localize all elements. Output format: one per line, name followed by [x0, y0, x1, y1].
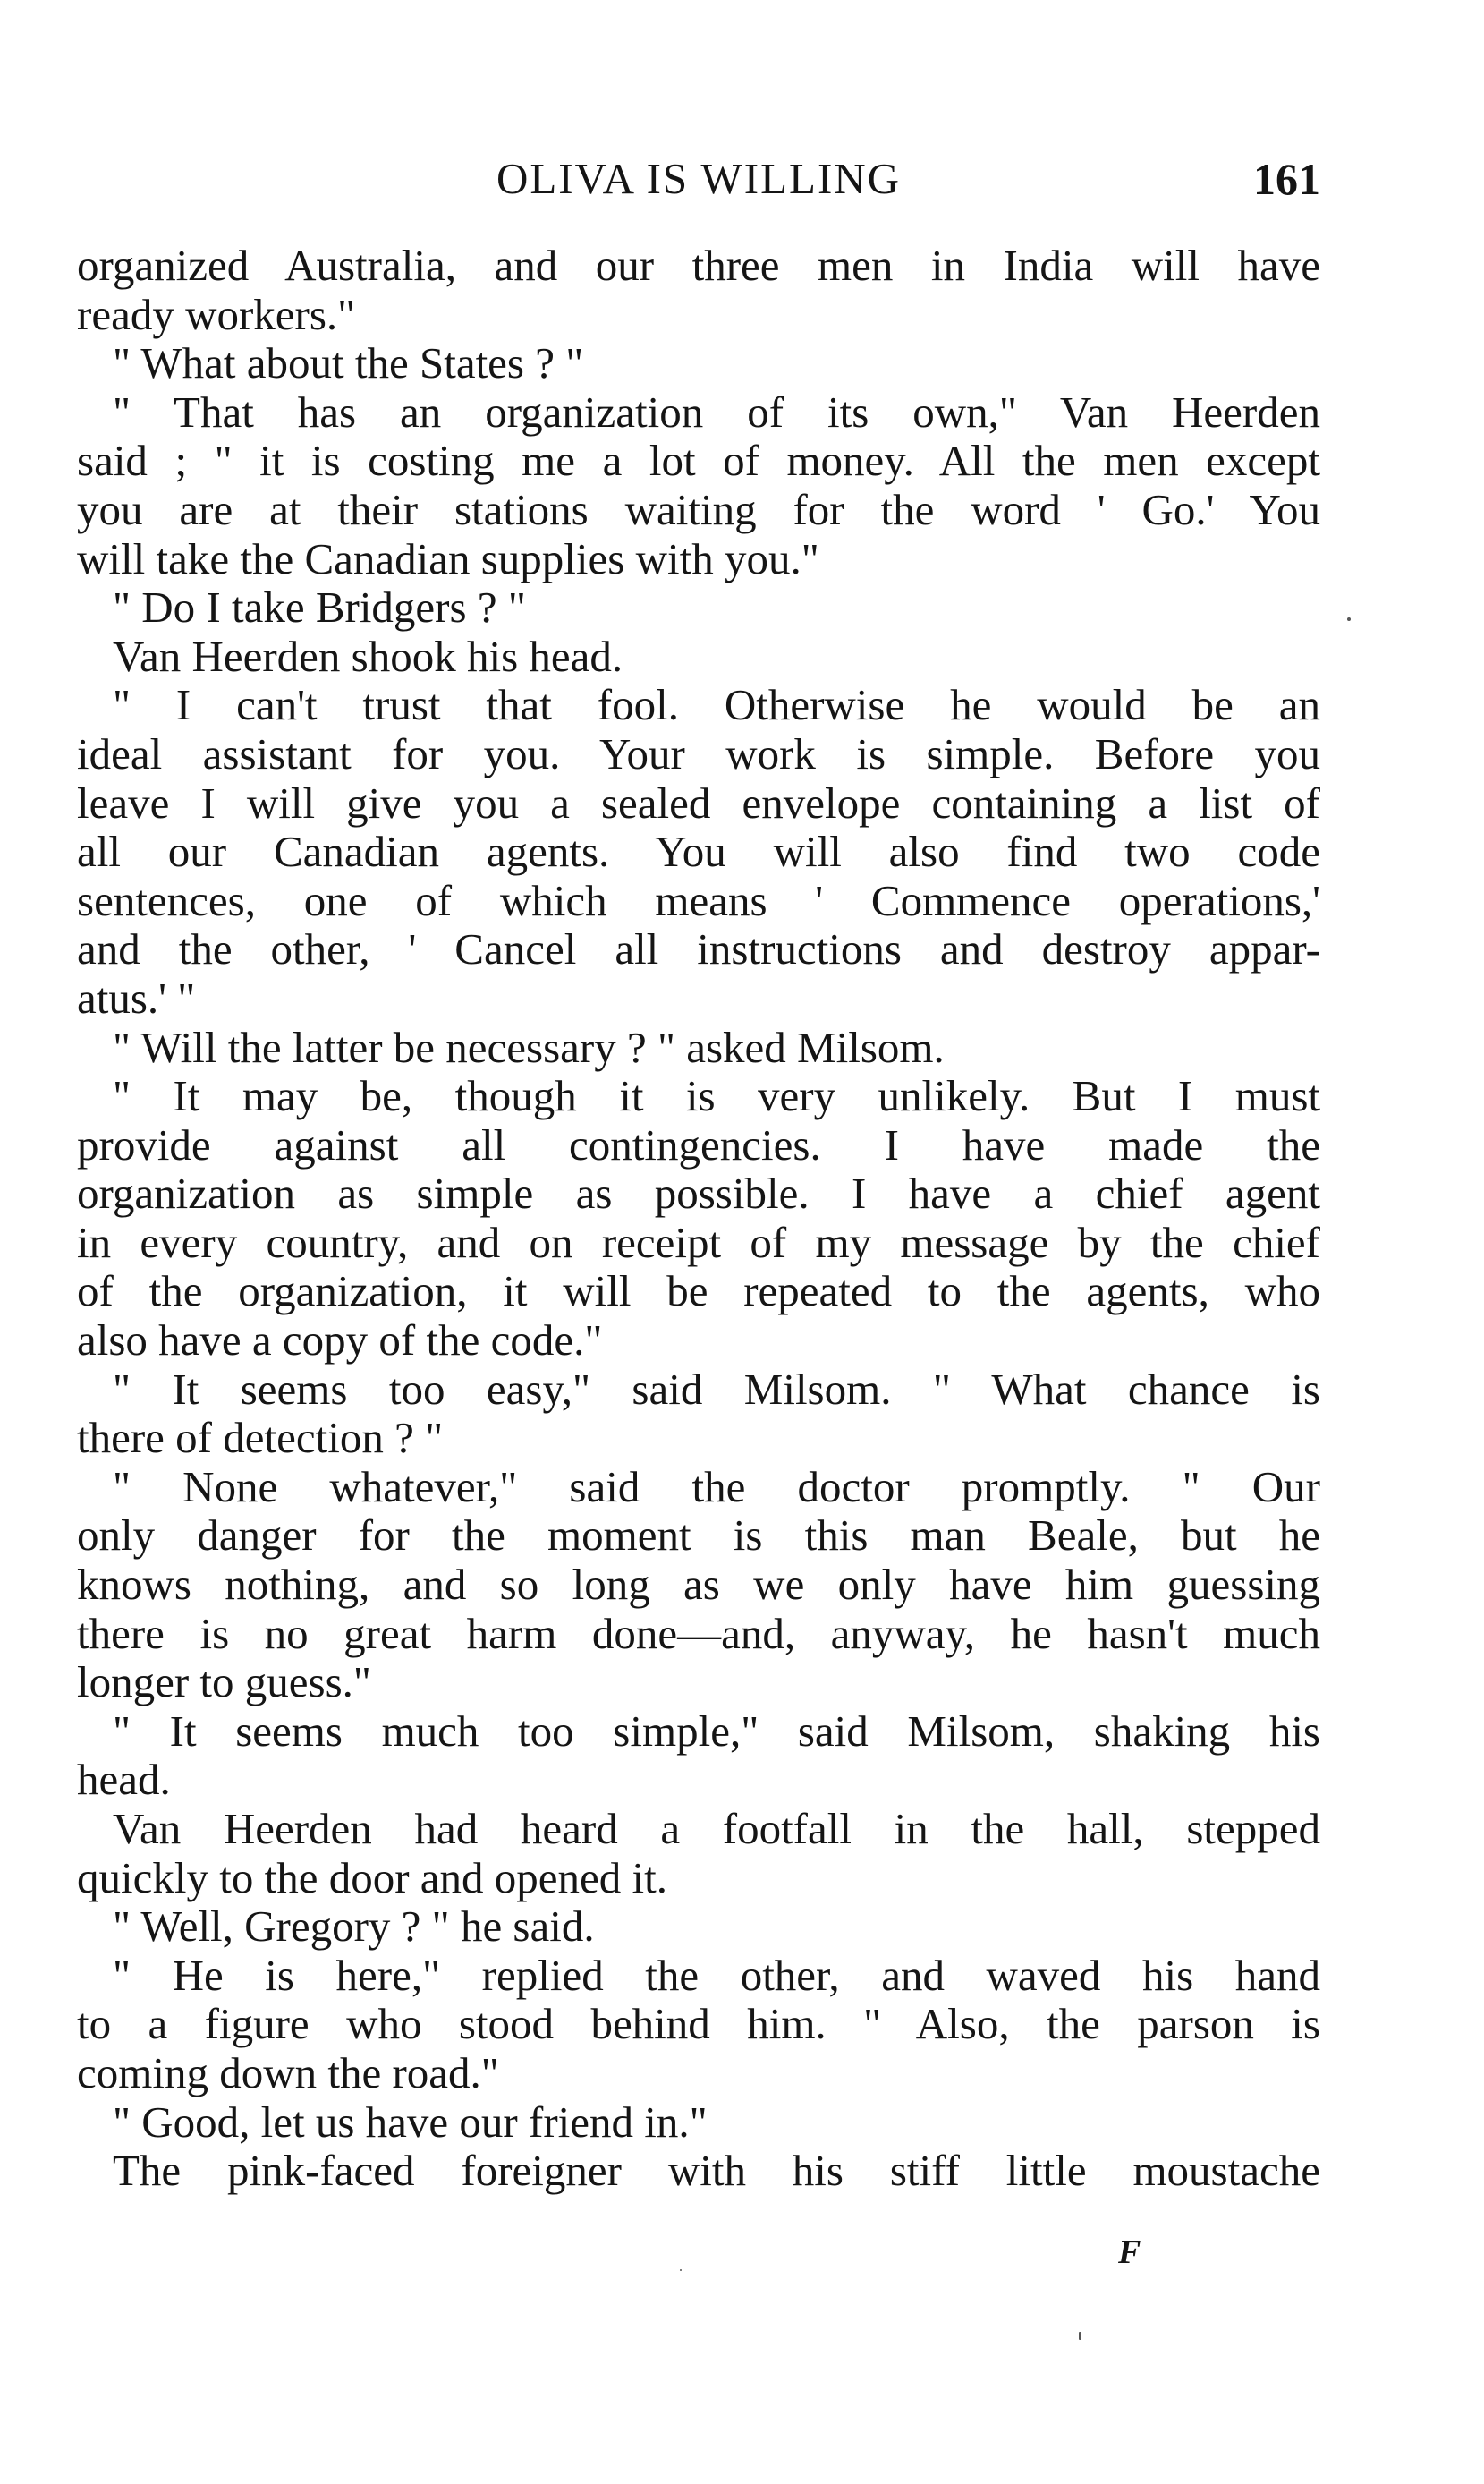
text-line: " It seems too easy," said Milsom. " What chance is: [113, 1365, 1320, 1414]
text-line: to a figure who stood behind him. " Also, the parson is: [77, 2000, 1320, 2049]
text-line: Van Heerden shook his head.: [113, 632, 623, 681]
text-line: knows nothing, and so long as we only have him guessing: [77, 1561, 1320, 1610]
text-line: you are at their stations waiting for the word ' Go.' You: [77, 485, 1320, 534]
text-line: organized Australia, and our three men in India will have: [77, 242, 1320, 290]
text-line: " Will the latter be necessary ? " asked Milsom.: [113, 1023, 945, 1072]
text-line: longer to guess.": [77, 1658, 371, 1707]
text-line: and the other, ' Cancel all instructions and destroy appar-: [77, 925, 1320, 974]
signature-mark: F: [1118, 2233, 1141, 2271]
text-line: only danger for the moment is this man Beale, but he: [77, 1511, 1320, 1561]
body-text: [77, 242, 1320, 2196]
text-line: sentences, one of which means ' Commence operations,': [77, 876, 1320, 925]
running-head: OLIVA IS WILLING: [496, 154, 902, 203]
text-line: " He is here," replied the other, and waved his hand: [113, 1951, 1320, 2000]
text-line: head.: [77, 1756, 171, 1805]
text-line: there is no great harm done—and, anyway, he hasn't much: [77, 1609, 1320, 1658]
text-line: " I can't trust that fool. Otherwise he would be an: [113, 681, 1320, 730]
text-line: " Do I take Bridgers ? ": [113, 583, 526, 633]
text-line: there of detection ? ": [77, 1414, 444, 1463]
text-line: leave I will give you a sealed envelope containing a list of: [77, 778, 1320, 828]
text-line: " It seems much too simple," said Milsom, shaking his: [113, 1706, 1320, 1756]
text-line: " Well, Gregory ? " he said.: [113, 1902, 595, 1952]
text-line: ideal assistant for you. Your work is simple. Before you: [77, 729, 1320, 778]
text-line: organization as simple as possible. I have a chief agent: [77, 1170, 1320, 1219]
text-line: " Good, let us have our friend in.": [113, 2097, 708, 2147]
text-line: said ; " it is costing me a lot of money. All the men except: [77, 437, 1320, 486]
page-header: [77, 152, 1320, 206]
page-number: 161: [1253, 154, 1320, 204]
text-line: atus.' ": [77, 974, 196, 1023]
text-line: ready workers.": [77, 290, 356, 339]
text-line: " It may be, though it is very unlikely. But I must: [113, 1072, 1320, 1121]
print-speck: [1079, 2332, 1081, 2340]
text-line: Van Heerden had heard a footfall in the hall, stepped: [113, 1805, 1320, 1853]
text-line: of the organization, it will be repeated to the agents, who: [77, 1267, 1320, 1316]
text-line: quickly to the door and opened it.: [77, 1853, 667, 1902]
text-line: coming down the road.": [77, 2048, 499, 2097]
text-line: all our Canadian agents. You will also find two code: [77, 828, 1320, 877]
text-line: in every country, and on receipt of my message by the chief: [77, 1218, 1320, 1267]
text-line: also have a copy of the code.": [77, 1316, 603, 1365]
text-line: provide against all contingencies. I have made the: [77, 1120, 1320, 1170]
print-speck: [1347, 617, 1351, 621]
text-line: " None whatever," said the doctor promptly. " Our: [113, 1462, 1320, 1511]
text-line: " That has an organization of its own," Van Heerden: [113, 387, 1320, 437]
text-line: " What about the States ? ": [113, 339, 584, 388]
text-line: will take the Canadian supplies with you.": [77, 534, 819, 583]
print-speck: [680, 2269, 682, 2271]
text-line: The pink-faced foreigner with his stiff little moustache: [113, 2147, 1320, 2196]
